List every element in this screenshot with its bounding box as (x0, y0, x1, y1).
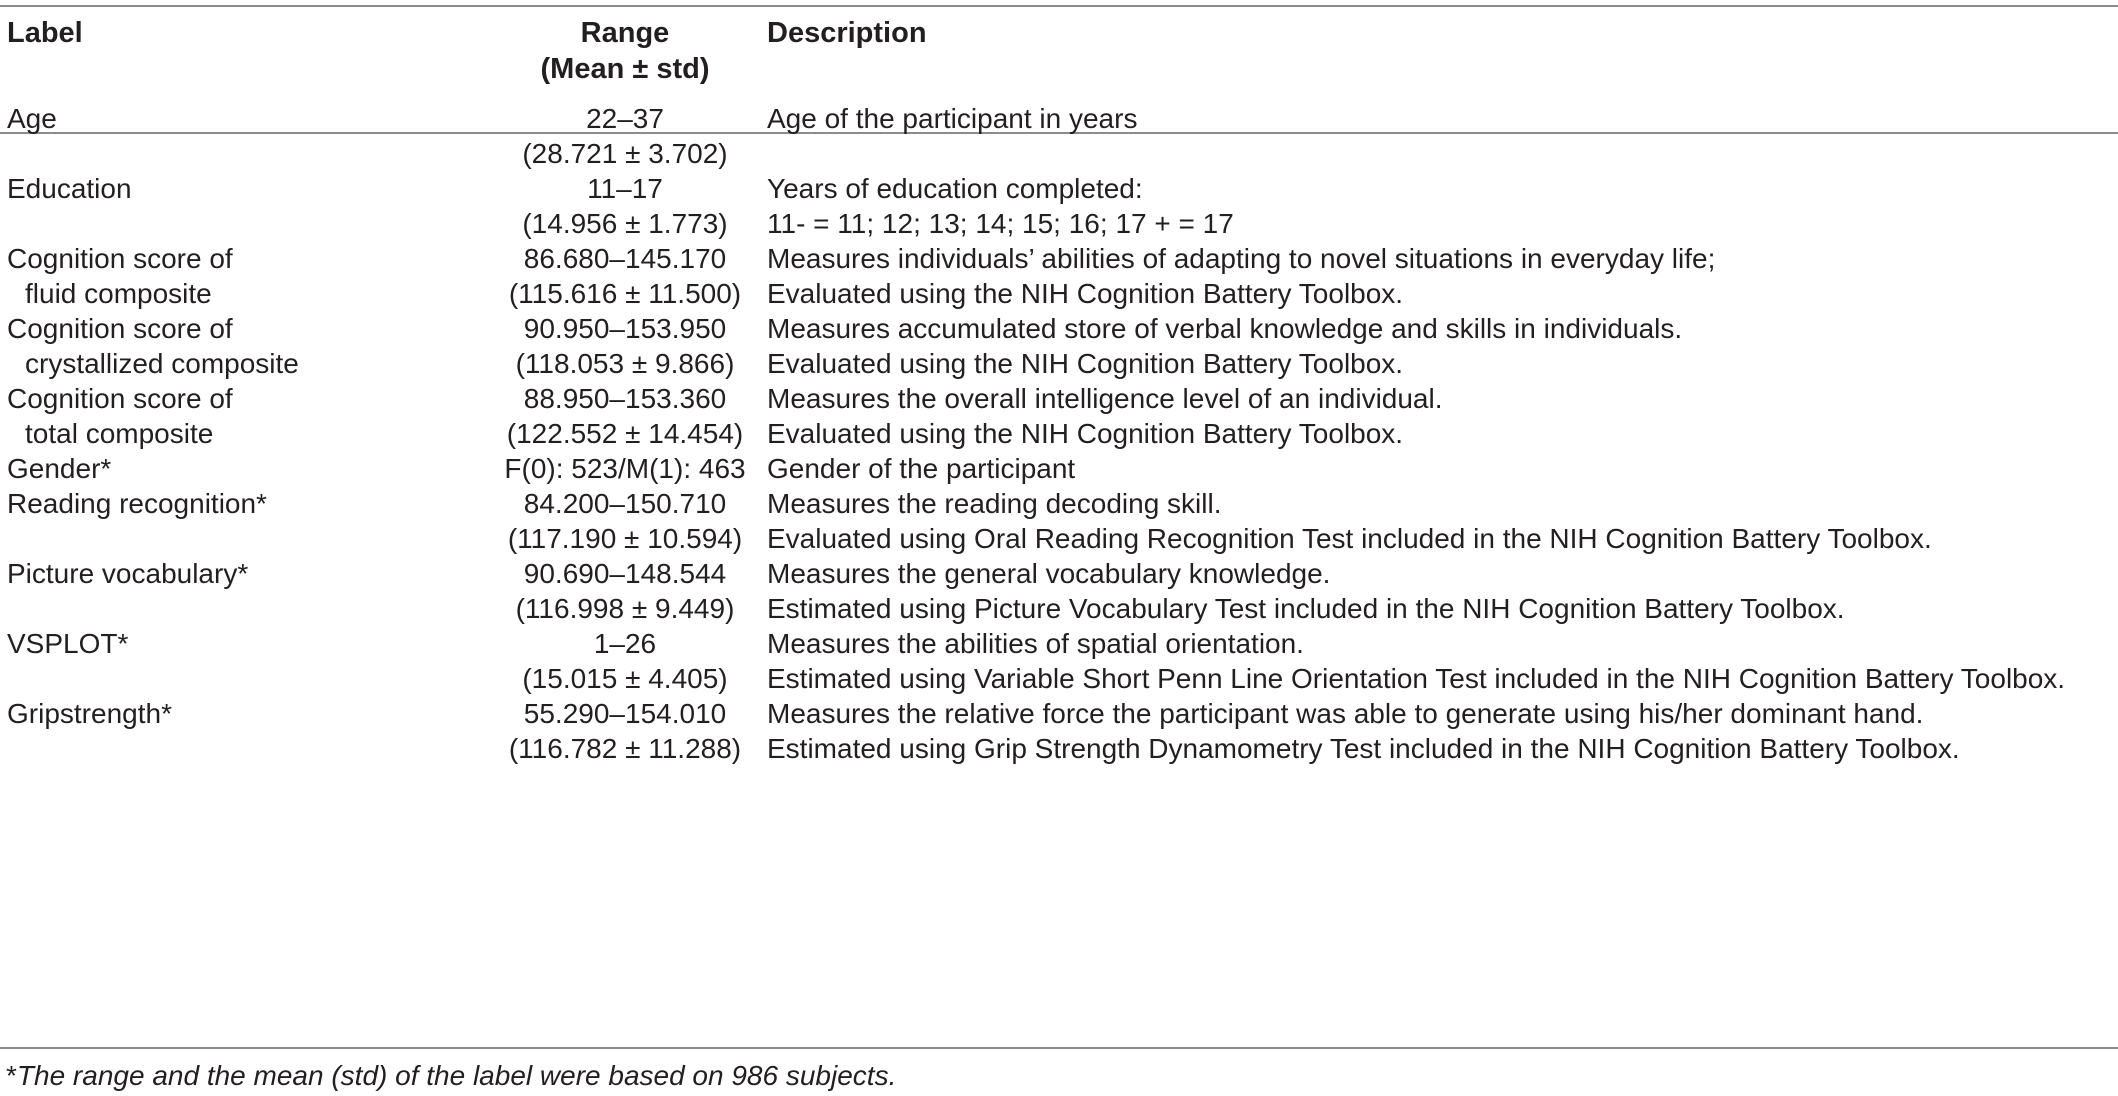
row-range: 88.950–153.360 (523, 383, 727, 414)
row-label: Gripstrength* (7, 698, 172, 729)
footnote-mark: * (6, 1060, 17, 1091)
row-range: (118.053 ± 9.866) (515, 348, 735, 379)
header-description: Description (767, 17, 927, 49)
row-range: (116.782 ± 11.288) (508, 733, 742, 764)
row-description: Measures the abilities of spatial orientation. (767, 628, 1304, 659)
header-range: Range (580, 17, 670, 49)
row-label: total composite (25, 418, 214, 449)
row-label: Picture vocabulary* (7, 558, 249, 589)
row-range: 90.950–153.950 (523, 313, 727, 344)
row-description: Measures the reading decoding skill. (767, 488, 1222, 519)
row-description: Gender of the participant (767, 453, 1076, 484)
row-label: crystallized composite (25, 348, 299, 379)
row-range: 90.690–148.544 (523, 558, 727, 589)
row-description: Measures the overall intelligence level of an individual. (767, 383, 1443, 414)
row-range: (15.015 ± 4.405) (522, 663, 728, 694)
row-description: Measures the general vocabulary knowledge. (767, 558, 1331, 589)
row-description: Measures individuals’ abilities of adapting to novel situations in everyday life; (767, 243, 1716, 274)
row-range: 22–37 (586, 103, 664, 134)
row-label: Cognition score of (7, 383, 233, 414)
table-top-rule (0, 5, 2118, 7)
row-label: Education (7, 173, 132, 204)
row-description: Evaluated using the NIH Cognition Battery Toolbox. (767, 348, 1404, 379)
row-description: Years of education completed: (767, 173, 1143, 204)
row-range: 55.290–154.010 (523, 698, 727, 729)
row-range: (14.956 ± 1.773) (522, 208, 728, 239)
footnote-text: The range and the mean (std) of the label were based on 986 subjects. (16, 1060, 897, 1091)
row-range: (122.552 ± 14.454) (506, 418, 744, 449)
row-label: Cognition score of (7, 313, 233, 344)
row-description: Age of the participant in years (767, 103, 1138, 134)
row-description: Evaluated using the NIH Cognition Battery Toolbox. (767, 418, 1404, 449)
row-range: 86.680–145.170 (523, 243, 727, 274)
row-range: (28.721 ± 3.702) (522, 138, 728, 169)
row-description: Estimated using Picture Vocabulary Test included in the NIH Cognition Battery Toolbox. (767, 593, 1845, 624)
row-label: fluid composite (25, 278, 212, 309)
row-description: Evaluated using Oral Reading Recognition Test included in the NIH Cognition Battery Toolbox. (767, 523, 1932, 554)
row-label: VSPLOT* (7, 628, 129, 659)
row-label: Cognition score of (7, 243, 233, 274)
table-bottom-rule (0, 1047, 2118, 1049)
row-label: Gender* (7, 453, 112, 484)
row-label: Age (7, 103, 57, 134)
row-range: (115.616 ± 11.500) (508, 278, 742, 309)
footnote (6, 1059, 896, 1093)
row-description: 11- = 11; 12; 13; 14; 15; 16; 17 + = 17 (767, 208, 1234, 239)
header-label: Label (7, 17, 83, 49)
row-range: 1–26 (593, 628, 657, 659)
row-range: 84.200–150.710 (523, 488, 727, 519)
row-description: Estimated using Variable Short Penn Line Orientation Test included in the NIH Cognition Battery Toolbox. (767, 663, 2066, 694)
row-range: (117.190 ± 10.594) (507, 523, 743, 554)
header-range-subtitle: (Mean ± std) (540, 53, 710, 85)
row-label: Reading recognition* (7, 488, 267, 519)
row-description: Estimated using Grip Strength Dynamometry Test included in the NIH Cognition Battery Toolbox. (767, 733, 1960, 764)
row-range: (116.998 ± 9.449) (515, 593, 735, 624)
row-description: Measures the relative force the participant was able to generate using his/her dominant hand. (767, 698, 1924, 729)
row-description: Evaluated using the NIH Cognition Battery Toolbox. (767, 278, 1404, 309)
row-range: F(0): 523/M(1): 463 (504, 453, 746, 484)
row-range: 11–17 (587, 173, 663, 204)
row-description: Measures accumulated store of verbal knowledge and skills in individuals. (767, 313, 1683, 344)
